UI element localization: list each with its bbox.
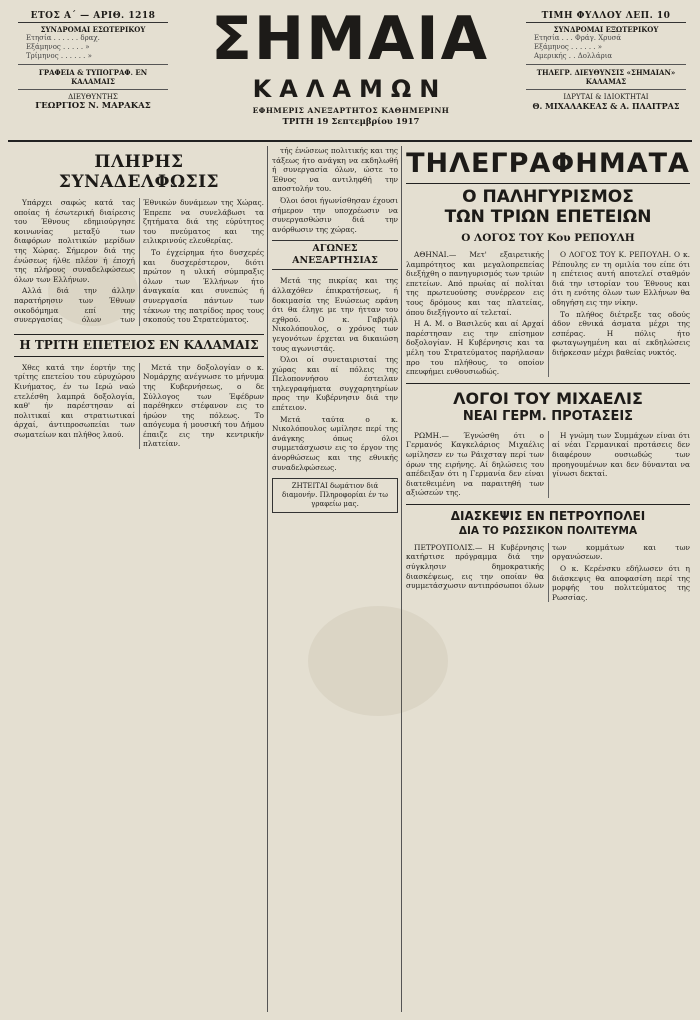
- article-headline: ΑΓΩΝΕΣ ΑΝΕΞΑΡΤΗΣΙΑΣ: [272, 240, 398, 270]
- article-paragraph: Μετά της πικρίας και της άλλαχόθεν έπικρατήσεως, ή δοκιμασία της Ενώσεως εφάνη ότι θα έληγε με την ήτταν του εχθρού. Ο κ. Γαβριήλ Νικολόπουλος, ο χρόνος των γεγονότων έρχεται να δικαιώση τους αγωνιστάς.: [272, 276, 398, 353]
- director-name: ΓΕΩΡΓΙΟΣ Ν. ΜΑΡΑΚΑΣ: [35, 101, 151, 111]
- article-paragraph: Το πλήθος διέτρεξε τας οδούς άδον εθνικά άσματα μέχρι της εσπέρας. Η πόλις ήτο φωταγωγημένη και αί εκδηλώσεις διήρκεσαν μέχρι βαθείας νυκτός.: [552, 309, 690, 357]
- article-paragraph: ΠΕΤΡΟΥΠΟΛΙΣ.— Η Κυβέρνησις κατήρτισε πρόγραμμα διά την σύγκλησιν δημοκρατικής διασκέψεως, εις την οποίαν θα συμμετάσχωσιν αντιπρόσωποι όλων των κομμάτων και των οργανώσεων.: [406, 542, 690, 591]
- article-paragraph: Υπάρχει σαφώς κατά τας οποίας ή έσωτερική διαίρεσις του Έθνους εδημιούργησε κοινωνίας μεταξύ των διαφόρων πολιτικών μερίδων της Χώρας. Σήμερον διά της ένώσεως ήλθε πλέον ή έποχή της πλήρους συναδελφώσεως όλων των Ελλήνων.: [14, 198, 135, 284]
- tagline: ΕΦΗΜΕΡΙΣ ΑΝΕΞΑΡΤΗΤΟΣ ΚΑΘΗΜΕΡΙΝΗ: [252, 106, 450, 115]
- sub-row: Τρίμηνος . . . . . . »: [26, 52, 92, 60]
- article-headline: Η ΤΡΙΤΗ ΕΠΕΤΕΙΟΣ ΕΝ ΚΑΛΑΜΑΙΣ: [14, 334, 264, 357]
- newspaper-subtitle: ΚΑΛΑΜΩΝ: [252, 75, 448, 103]
- article-paragraph: Το έγχείρημα ήτο δυσχερές και δυσχερέστερον, διότι πρώτον η υλική σύμπραξις όλων των Έλλήνων ήτο άναγκαία και συνεπώς ή συνεργασία πάντων των τέκνων της πατρίδος προς τους σκοπούς του Στρατεύματος.: [143, 247, 264, 325]
- sub-row: Ετησία . . . Φράγ. Χρυσά: [534, 34, 622, 42]
- director-label: ΔΙΕΥΘΥΝΤΗΣ: [68, 93, 118, 101]
- article-body: [14, 198, 264, 326]
- masthead-rule: [8, 140, 692, 142]
- newspaper-page: [8, 6, 692, 1014]
- newspaper-title: ΣΗΜΑΙΑ: [210, 4, 490, 74]
- article-paragraph: Όλοι όσοι ήγωνίσθησαν έχουσι σήμερον την υποχρέωσιν να συνεργασθώσιν διά την ανόρθωσιν της χώρας.: [272, 195, 398, 234]
- article-headline: ΤΩΝ ΤΡΙΩΝ ΕΠΕΤΕΙΩΝ: [444, 207, 652, 227]
- article-paragraph: Όλοι οί συνεταιρισταί της χώρας και αί πόλεις της Πελοποννήσου έστειλαν τηλεγραφήματα συγχαρητηρίων προς την Κυβέρνησιν διά την επέτειον.: [272, 355, 398, 413]
- foreign-subscriptions-title: ΣΥΝΔΡΟΜΑΙ ΕΞΩΤΕΡΙΚΟΥ: [553, 25, 659, 34]
- column-divider: [401, 146, 402, 1012]
- article-body: [406, 250, 690, 377]
- telegraph-address: ΤΗΛΕΓΡ. ΔΙΕΥΘΥΝΣΙΣ «ΣΗΜΑΙΑΝ» ΚΑΛΑΜΑΣ: [536, 68, 676, 86]
- article-paragraph: Μετά ταύτα ο κ. Νικολόπουλος ωμίλησε περί της άνάγκης όπως όλοι συμμετάσχωσιν εις το έργον της άνορθώσεως και της εθνικής συναδελφώσεως.: [272, 414, 398, 472]
- article-headline: ΛΟΓΟΙ ΤΟΥ ΜΙΧΑΕΛΙΣ: [406, 383, 690, 409]
- article-paragraph: Μετά την δοξολογίαν ο κ. Νομάρχης ανέγνωσε το μήνυμα της Κυβερνήσεως, ο δε Σύλλογος των Έφέδρων παρέθηκεν στέφανον εις το ήρώον της πόλεως. Το απόγευμα ή μουσική του Δήμου έπαιζε εις την κεντρικήν πλατείαν.: [143, 362, 264, 449]
- article-subheadline: ΔΙΑ ΤΟ ΡΩΣΣΙΚΟΝ ΠΟΛΙΤΕΥΜΑ: [458, 524, 638, 537]
- telegrams-headline: ΤΗΛΕΓΡΑΦΗΜΑΤΑ: [406, 148, 690, 179]
- masthead-left-box: [18, 12, 168, 111]
- domestic-subscriptions-title: ΣΥΝΔΡΟΜΑΙ ΕΣΩΤΕΡΙΚΟΥ: [40, 25, 146, 34]
- article-subheadline: Ο ΛΟΓΟΣ ΤΟΥ Κου ΡΕΠΟΥΛΗ: [461, 232, 635, 244]
- founders-label: ΙΔΡΥΤΑΙ & ΙΔΙΟΚΤΗΤΑΙ: [563, 93, 649, 101]
- article-paragraph: Η γνώμη των Συμμάχων είναι ότι αί νέαι Γερμανικαί προτάσεις δεν διαφέρουν ουσιωδώς των προηγουμένων και δεν δύνανται να γίνωσι δεκταί.: [552, 430, 690, 479]
- article-paragraph: Ο κ. Κερένσκυ εδήλωσεν ότι η διάσκεψις θα αποφασίση περί της μορφής του πολιτεύματος της Ρωσσίας.: [552, 564, 690, 602]
- article-paragraph: Ο ΛΟΓΟΣ ΤΟΥ Κ. ΡΕΠΟΥΛΗ. Ο κ. Ρέπουλης εν τη ομιλία του είπε ότι η επέτειος αυτή αποτελεί σταθμόν διά την ιστορίαν του Έθνους και ότι η ενότης όλων των Ελλήνων θα οδηγήση εις την νίκην.: [552, 250, 690, 307]
- classified-ad: ΖΗΤΕΙΤΑΙ δωμάτιον διά διαμονήν. Πληροφορίαι έν τω γραφείω μας.: [272, 478, 398, 513]
- column-1: [14, 146, 264, 1012]
- article-body: [406, 543, 690, 603]
- sub-row: Αμερικής . . Δολλάρια: [534, 52, 613, 60]
- article-paragraph: ΡΩΜΗ.— Έγνώσθη ότι ο Γερμανός Καγκελάριος Μιχαέλις ωμίλησεν εν τω Ράιχσταγ περί των όρων της ειρήνης. Αί δηλώσεις του απέδειξαν ότι η Γερμανία δεν είναι διατεθειμένη να παραιτηθή των αξιώσεών της.: [406, 430, 544, 498]
- article-subheadline: ΝΕΑΙ ΓΕΡΜ. ΠΡΟΤΑΣΕΙΣ: [462, 408, 634, 424]
- article-paragraph: ΑΘΗΝΑΙ.— Μετ' εξαιρετικής λαμπρότητος και μεγαλοπρεπείας διεξήχθη ο πανηγυρισμός των τριών επετείων. Από πρωίας αί πολίται της πρωτευούσης συνέρρεον εις τους δρόμους και τας πλατείας, όπου διεξήγοντο αί τελεταί.: [406, 250, 544, 317]
- founders-names: Θ. ΜΙΧΑΛΑΚΕΑΣ & Α. ΠΛΑΙΤΡΑΣ: [532, 101, 680, 111]
- masthead: [8, 6, 692, 140]
- sub-row: Εξάμηνος . . . . . . »: [534, 43, 603, 51]
- issue-date: ΤΡΙΤΗ 19 Σεπτεμβρίου 1917: [282, 117, 420, 127]
- article-headline: Ο ΠΑΛΗΓΥΡΙΣΜΟΣ: [406, 183, 690, 207]
- sub-row: Ετησία . . . . . . δραχ.: [26, 34, 100, 42]
- masthead-right-box: [526, 12, 686, 111]
- column-divider: [267, 146, 268, 1012]
- column-2: [272, 146, 398, 1012]
- article-paragraph: Η Α. Μ. ο Βασιλεύς και αί Αρχαί παρέστησαν εις την επίσημον δοξολογίαν. Η Κυβέρνησις και τα μέλη του Στρατεύματος παρήλασαν προ του πλήθους, το οποίον επευφήμει ενθουσιωδώς.: [406, 319, 544, 377]
- article-body: [14, 363, 264, 449]
- article-paragraph: τής ένώσεως πολιτικής και της τάξεως ήτο ανάγκη να εκδηλωθή ή συνεργασία όλων, ώστε το Έθνος να αντιληφθή την αποστολήν του.: [272, 146, 398, 194]
- article-headline: ΔΙΑΣΚΕΨΙΣ ΕΝ ΠΕΤΡΟΥΠΟΛΕΙ: [406, 504, 690, 524]
- article-headline: ΠΛΗΡΗΣ ΣΥΝΑΔΕΛΦΩΣΙΣ: [58, 152, 220, 192]
- sub-row: Εξάμηνος . . . . . »: [26, 43, 90, 51]
- year-issue: ΕΤΟΣ Α΄ — ΑΡΙΘ. 1218: [18, 12, 168, 23]
- office-address: ΓΡΑΦΕΙΑ & ΤΥΠΟΓΡΑΦ. ΕΝ ΚΑΛΑΜΑΙΣ: [38, 68, 148, 86]
- article-paragraph: Χθες κατά την έορτήν της τρίτης επετείου του εύρυχώρου Κινήματος, έν τω Ιερώ ναώ ετελέσθη λαμπρά δοξολογία, καθ' ήν παρέστησαν αί πολιτικαί και στρατιωτικαί άρχαί, άντιπροσωπείαι των σωματείων και πλήθος λαού.: [14, 362, 135, 439]
- issue-price: ΤΙΜΗ ΦΥΛΛΟΥ ΛΕΠ. 10: [526, 12, 686, 23]
- article-body: [406, 431, 690, 498]
- column-3: [406, 146, 690, 1012]
- article-paragraph: Αλλά διά την άλλην παρατήρησιν των Έθνων οικοδόμημα επί της συνεργασίας όλων των Έθνικών δυνάμεων της Χώρας. Έπρεπε να συνελάβωσι τα ζητήματα διά της εύρύτητος του πνεύματος και της ειλικρινούς ελευθερίας.: [14, 198, 264, 325]
